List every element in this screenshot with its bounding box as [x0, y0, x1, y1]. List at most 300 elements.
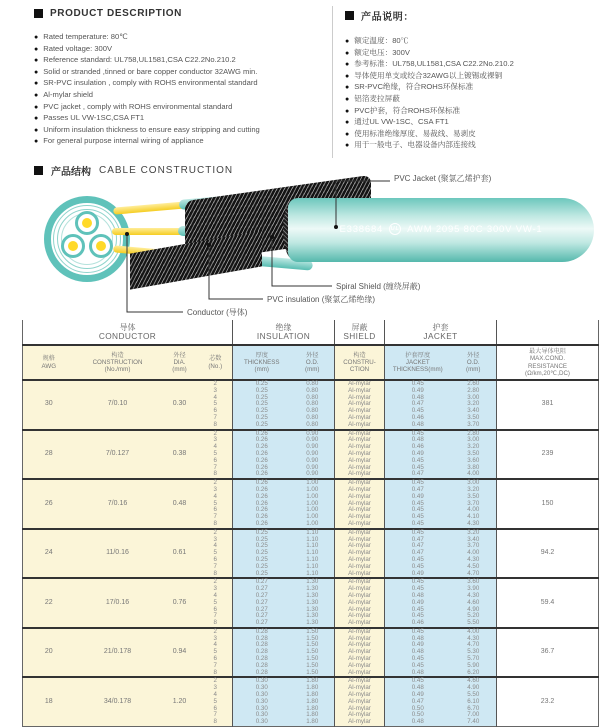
jacket-thickness-cell: 0.45	[385, 507, 451, 514]
product-description-title	[34, 8, 326, 19]
jacket-od-cell: 4.30	[451, 557, 497, 564]
cores-cell: 8	[199, 670, 233, 678]
ins-od-cell: 0.90	[291, 465, 335, 472]
jacket-od-cell: 4.70	[451, 642, 497, 649]
column-header-line: O.D.	[305, 358, 319, 366]
ins-thickness-cell: 0.30	[233, 692, 291, 699]
ins-od-cell: 1.80	[291, 685, 335, 692]
jacket-od-cell: 3.00	[451, 395, 497, 402]
ins-thickness-cell: 0.25	[233, 415, 291, 422]
ins-od-cell: 1.30	[291, 607, 335, 614]
ins-od-cell: 0.80	[291, 395, 335, 402]
column-header-line: CONSTRU-	[343, 358, 376, 366]
core-wire	[61, 234, 85, 258]
jacket-thickness-cell: 0.45	[385, 564, 451, 571]
ins-thickness-cell: 0.25	[233, 395, 291, 402]
jacket-thickness-cell: 0.48	[385, 437, 451, 444]
shield-construction-cell: Al-mylar	[335, 494, 385, 501]
ins-thickness-cell: 0.25	[233, 401, 291, 408]
spec-item: ● SR-PVC insulation , comply with ROHS environmental standard	[34, 78, 326, 90]
jacket-od-cell: 3.20	[451, 529, 497, 537]
ins-thickness-cell: 0.28	[233, 642, 291, 649]
column-header-line: 外径	[173, 351, 186, 359]
ins-od-cell: 1.10	[291, 571, 335, 579]
ins-thickness-cell: 0.26	[233, 451, 291, 458]
ins-thickness-cell: 0.27	[233, 578, 291, 586]
shield-construction-cell: Al-mylar	[335, 514, 385, 521]
group-header-cn: 导体	[119, 322, 136, 332]
spec-item: ● 额定温度：80℃	[345, 36, 597, 48]
cores-cell: 7	[199, 613, 233, 620]
column-header-cell	[199, 345, 233, 380]
shield-construction-cell: Al-mylar	[335, 607, 385, 614]
ins-od-cell: 1.10	[291, 537, 335, 544]
ins-od-cell: 0.80	[291, 380, 335, 388]
spec-item: ● 参考标准：UL758,UL1581,CSA C22.2No.210.2	[345, 59, 597, 71]
construction-cell: 17/0.16	[75, 578, 161, 628]
jacket-thickness-cell: 0.45	[385, 514, 451, 521]
jacket-thickness-cell: 0.50	[385, 712, 451, 719]
cores-cell: 7	[199, 712, 233, 719]
cores-cell: 5	[199, 451, 233, 458]
jacket-od-cell: 3.50	[451, 494, 497, 501]
ins-od-cell: 1.10	[291, 564, 335, 571]
cores-cell: 6	[199, 458, 233, 465]
column-header-line: (mm)	[305, 366, 320, 374]
shield-construction-cell: Al-mylar	[335, 712, 385, 719]
cores-cell: 4	[199, 395, 233, 402]
column-header-cell	[291, 345, 335, 380]
group-header-cell	[497, 320, 599, 345]
dia-cell: 0.30	[161, 380, 199, 430]
shield-construction-cell: Al-mylar	[335, 550, 385, 557]
shield-construction-cell: Al-mylar	[335, 663, 385, 670]
ins-od-cell: 1.50	[291, 649, 335, 656]
spec-item: ● PVC jacket , comply with ROHS environmental standard	[34, 102, 326, 114]
shield-construction-cell: Al-mylar	[335, 479, 385, 487]
shield-construction-cell: Al-mylar	[335, 571, 385, 579]
spec-item: ● Uniform insulation thickness to ensure easy stripping and cutting	[34, 125, 326, 137]
jacket-od-cell: 3.20	[451, 444, 497, 451]
spec-item: ● 通过UL VW-1SC、CSA FT1	[345, 117, 597, 129]
jacket-od-cell: 7.00	[451, 712, 497, 719]
shield-construction-cell: Al-mylar	[335, 600, 385, 607]
jacket-spec-text: AWM 2095 80C 300V VW-1	[407, 223, 543, 235]
jacket-od-cell: 5.50	[451, 620, 497, 628]
ins-thickness-cell: 0.28	[233, 649, 291, 656]
header-sub-row	[23, 345, 599, 380]
shield-construction-cell: Al-mylar	[335, 685, 385, 692]
ins-od-cell: 1.50	[291, 663, 335, 670]
core-wire	[89, 234, 113, 258]
shield-construction-cell: Al-mylar	[335, 437, 385, 444]
column-header-line: THICKNESS(mm)	[392, 366, 443, 374]
ins-thickness-cell: 0.28	[233, 663, 291, 670]
ins-thickness-cell: 0.30	[233, 699, 291, 706]
construction-cell: 7/0.10	[75, 380, 161, 430]
spec-item: ● Reference standard: UL758,UL1581,CSA C22.2No.210.2	[34, 55, 326, 67]
ins-thickness-cell: 0.25	[233, 537, 291, 544]
jacket-thickness-cell: 0.45	[385, 501, 451, 508]
jacket-od-cell: 4.30	[451, 593, 497, 600]
shield-construction-cell: Al-mylar	[335, 557, 385, 564]
jacket-thickness-cell: 0.46	[385, 620, 451, 628]
shield-construction-cell: Al-mylar	[335, 458, 385, 465]
cores-cell: 5	[199, 550, 233, 557]
jacket-thickness-cell: 0.45	[385, 663, 451, 670]
jacket-od-cell: 3.40	[451, 408, 497, 415]
group-header-cell	[23, 320, 233, 345]
jacket-thickness-cell: 0.48	[385, 636, 451, 643]
jacket-od-cell: 4.30	[451, 521, 497, 529]
jacket-thickness-cell: 0.45	[385, 380, 451, 388]
ins-od-cell: 1.10	[291, 543, 335, 550]
cores-cell: 2	[199, 677, 233, 685]
jacket-thickness-cell: 0.48	[385, 422, 451, 430]
cores-cell: 4	[199, 444, 233, 451]
dia-cell: 0.94	[161, 628, 199, 678]
group-header-cell	[385, 320, 497, 345]
ins-thickness-cell: 0.28	[233, 636, 291, 643]
jacket-od-cell: 4.30	[451, 636, 497, 643]
shield-construction-cell: Al-mylar	[335, 408, 385, 415]
awg-cell: 28	[23, 430, 75, 480]
jacket-od-cell: 3.60	[451, 458, 497, 465]
column-header-line: (No./mm)	[104, 366, 131, 374]
jacket-thickness-cell: 0.49	[385, 451, 451, 458]
jacket-thickness-cell: 0.45	[385, 607, 451, 614]
jacket-od-cell: 4.00	[451, 507, 497, 514]
ins-od-cell: 1.00	[291, 514, 335, 521]
cores-cell: 8	[199, 571, 233, 579]
jacket-cert-number: E338684	[339, 223, 384, 235]
resistance-cell: 150	[497, 479, 599, 529]
shield-construction-cell: Al-mylar	[335, 415, 385, 422]
column-header-line: THICKNESS	[244, 358, 280, 366]
column-header-cell	[75, 345, 161, 380]
construction-title-cn: 产品结构	[51, 167, 91, 178]
ins-thickness-cell: 0.25	[233, 564, 291, 571]
jacket-thickness-cell: 0.48	[385, 649, 451, 656]
conductor	[112, 228, 184, 235]
jacket-od-cell: 3.20	[451, 401, 497, 408]
ins-thickness-cell: 0.26	[233, 521, 291, 529]
cores-cell: 6	[199, 656, 233, 663]
pvc-jacket	[288, 198, 594, 262]
group-header-cell	[233, 320, 335, 345]
resistance-cell: 36.7	[497, 628, 599, 678]
cores-cell: 6	[199, 557, 233, 564]
column-header-cell	[497, 345, 599, 380]
column-header-line: MAX.COND.	[529, 355, 566, 363]
jacket-thickness-cell: 0.45	[385, 656, 451, 663]
shield-construction-cell: Al-mylar	[335, 578, 385, 586]
column-header-cell	[385, 345, 451, 380]
ins-thickness-cell: 0.30	[233, 719, 291, 726]
cores-cell: 7	[199, 465, 233, 472]
jacket-thickness-cell: 0.50	[385, 706, 451, 713]
shield-construction-cell: Al-mylar	[335, 628, 385, 636]
shield-construction-cell: Al-mylar	[335, 564, 385, 571]
dia-cell: 0.76	[161, 578, 199, 628]
spec-item: ● Passes UL VW-1SC,CSA FT1	[34, 113, 326, 125]
cores-cell: 3	[199, 586, 233, 593]
shield-construction-cell: Al-mylar	[335, 430, 385, 438]
column-header-line: (mm)	[466, 366, 481, 374]
shield-construction-cell: Al-mylar	[335, 620, 385, 628]
jacket-thickness-cell: 0.46	[385, 415, 451, 422]
jacket-od-cell: 6.70	[451, 706, 497, 713]
ins-od-cell: 1.80	[291, 699, 335, 706]
shield-construction-cell: Al-mylar	[335, 670, 385, 678]
jacket-thickness-cell: 0.45	[385, 479, 451, 487]
cores-cell: 7	[199, 415, 233, 422]
ins-thickness-cell: 0.25	[233, 571, 291, 579]
section-marker-icon	[34, 166, 43, 175]
ins-thickness-cell: 0.28	[233, 670, 291, 678]
group-header-en: SHIELD	[343, 330, 376, 341]
awg-cell: 20	[23, 628, 75, 678]
ins-od-cell: 1.00	[291, 507, 335, 514]
ins-thickness-cell: 0.26	[233, 437, 291, 444]
shield-construction-cell: Al-mylar	[335, 706, 385, 713]
column-header-line: JACKET	[405, 358, 430, 366]
ins-thickness-cell: 0.30	[233, 677, 291, 685]
cores-cell: 8	[199, 719, 233, 726]
awg-cell: 18	[23, 677, 75, 726]
jacket-od-cell: 4.00	[451, 471, 497, 479]
cores-cell: 2	[199, 628, 233, 636]
ul-logo-icon: UL	[389, 223, 401, 235]
cores-cell: 3	[199, 487, 233, 494]
dia-cell: 0.48	[161, 479, 199, 529]
ins-od-cell: 1.00	[291, 479, 335, 487]
jacket-od-cell: 7.40	[451, 719, 497, 726]
ins-thickness-cell: 0.27	[233, 607, 291, 614]
product-description-list	[34, 32, 326, 148]
jacket-thickness-cell: 0.45	[385, 586, 451, 593]
ins-thickness-cell: 0.27	[233, 613, 291, 620]
ins-od-cell: 0.80	[291, 415, 335, 422]
ins-thickness-cell: 0.28	[233, 656, 291, 663]
ins-od-cell: 1.00	[291, 494, 335, 501]
group-header-cell	[335, 320, 385, 345]
cores-cell: 5	[199, 649, 233, 656]
jacket-thickness-cell: 0.47	[385, 537, 451, 544]
jacket-thickness-cell: 0.48	[385, 670, 451, 678]
cores-cell: 3	[199, 537, 233, 544]
ins-od-cell: 1.30	[291, 593, 335, 600]
jacket-od-cell: 3.80	[451, 465, 497, 472]
ins-od-cell: 1.50	[291, 628, 335, 636]
jacket-thickness-cell: 0.48	[385, 395, 451, 402]
jacket-thickness-cell: 0.47	[385, 471, 451, 479]
product-notes-title-text: 产品说明：	[361, 12, 414, 23]
jacket-thickness-cell: 0.45	[385, 628, 451, 636]
jacket-od-cell: 2.80	[451, 388, 497, 395]
ins-od-cell: 1.00	[291, 501, 335, 508]
spec-item: ● 用于一般电子、电器设备内部连接线	[345, 140, 597, 152]
ins-thickness-cell: 0.26	[233, 501, 291, 508]
product-notes-title	[345, 8, 597, 23]
jacket-od-cell: 3.70	[451, 501, 497, 508]
jacket-od-cell: 6.10	[451, 699, 497, 706]
jacket-od-cell: 6.20	[451, 670, 497, 678]
jacket-od-cell: 3.00	[451, 479, 497, 487]
jacket-od-cell: 5.50	[451, 692, 497, 699]
awg-cell: 22	[23, 578, 75, 628]
jacket-od-cell: 3.00	[451, 437, 497, 444]
resistance-cell: 59.4	[497, 578, 599, 628]
jacket-od-cell: 5.90	[451, 663, 497, 670]
spec-table-header	[23, 320, 599, 380]
cores-cell: 8	[199, 471, 233, 479]
pvc-insulation-label: PVC insulation (聚氯乙烯绝缘)	[267, 295, 376, 304]
ins-od-cell: 1.10	[291, 529, 335, 537]
ins-od-cell: 1.00	[291, 487, 335, 494]
column-header-cell	[451, 345, 497, 380]
resistance-cell: 94.2	[497, 529, 599, 579]
spec-item: ● Solid or stranded ,tinned or bare copper conductor 32AWG min.	[34, 67, 326, 79]
spec-item: ● 导体使用单支或绞合32AWG以上镀锡或裸铜	[345, 71, 597, 83]
ins-thickness-cell: 0.26	[233, 430, 291, 438]
cores-cell: 4	[199, 642, 233, 649]
ins-od-cell: 0.80	[291, 408, 335, 415]
ins-od-cell: 1.80	[291, 677, 335, 685]
shield-construction-cell: Al-mylar	[335, 388, 385, 395]
jacket-thickness-cell: 0.49	[385, 600, 451, 607]
shield-construction-cell: Al-mylar	[335, 656, 385, 663]
cores-cell: 8	[199, 422, 233, 430]
column-header-line: 护套厚度	[405, 351, 431, 359]
cores-cell: 3	[199, 388, 233, 395]
shield-construction-cell: Al-mylar	[335, 636, 385, 643]
jacket-od-cell: 2.60	[451, 380, 497, 388]
jacket-od-cell: 4.00	[451, 550, 497, 557]
jacket-thickness-cell: 0.47	[385, 699, 451, 706]
cores-cell: 3	[199, 437, 233, 444]
jacket-od-cell: 4.70	[451, 571, 497, 579]
section-divider	[332, 6, 333, 158]
ins-thickness-cell: 0.25	[233, 543, 291, 550]
column-header-line: DIA.	[173, 358, 186, 366]
cores-cell: 4	[199, 593, 233, 600]
cores-cell: 3	[199, 685, 233, 692]
spec-item: ● SR-PVC绝缘，符合ROHS环保标准	[345, 82, 597, 94]
jacket-od-cell: 5.30	[451, 649, 497, 656]
jacket-od-cell: 4.00	[451, 628, 497, 636]
ins-od-cell: 1.00	[291, 521, 335, 529]
spec-item: ● 铝箔麦拉屏蔽	[345, 94, 597, 106]
column-header-line: (mm)	[172, 366, 187, 374]
column-header-cell	[23, 345, 75, 380]
column-header-line: 芯数	[209, 355, 222, 363]
ins-thickness-cell: 0.30	[233, 712, 291, 719]
shield-construction-cell: Al-mylar	[335, 537, 385, 544]
cores-cell: 5	[199, 501, 233, 508]
ins-thickness-cell: 0.26	[233, 494, 291, 501]
spec-item: ● 额定电压：300V	[345, 48, 597, 60]
product-description-title-text: PRODUCT DESCRIPTION	[50, 8, 182, 19]
jacket-thickness-cell: 0.46	[385, 444, 451, 451]
shield-construction-cell: Al-mylar	[335, 613, 385, 620]
spec-item: ● Rated temperature: 80℃	[34, 32, 326, 44]
ins-thickness-cell: 0.26	[233, 458, 291, 465]
ins-od-cell: 1.30	[291, 613, 335, 620]
shield-construction-cell: Al-mylar	[335, 507, 385, 514]
shield-construction-cell: Al-mylar	[335, 422, 385, 430]
ins-od-cell: 0.80	[291, 388, 335, 395]
ins-od-cell: 0.90	[291, 471, 335, 479]
ins-od-cell: 1.30	[291, 600, 335, 607]
ins-thickness-cell: 0.25	[233, 557, 291, 564]
column-header-line: 外径	[306, 351, 319, 359]
product-notes-section	[345, 8, 597, 152]
conductor-label: Conductor (导体)	[187, 308, 248, 317]
conductor	[113, 201, 185, 214]
ins-thickness-cell: 0.26	[233, 507, 291, 514]
jacket-od-cell: 4.10	[451, 514, 497, 521]
resistance-cell: 23.2	[497, 677, 599, 726]
cores-cell: 6	[199, 706, 233, 713]
shield-construction-cell: Al-mylar	[335, 380, 385, 388]
core-wire	[75, 211, 99, 235]
ins-od-cell: 1.50	[291, 670, 335, 678]
ins-thickness-cell: 0.30	[233, 685, 291, 692]
cores-cell: 6	[199, 507, 233, 514]
ins-od-cell: 1.50	[291, 642, 335, 649]
jacket-od-cell: 2.80	[451, 430, 497, 438]
shield-construction-cell: Al-mylar	[335, 543, 385, 550]
column-header-line: (mm)	[254, 366, 269, 374]
ins-thickness-cell: 0.26	[233, 479, 291, 487]
jacket-od-cell: 4.60	[451, 677, 497, 685]
column-header-cell	[335, 345, 385, 380]
shield-construction-cell: Al-mylar	[335, 395, 385, 402]
shield-construction-cell: Al-mylar	[335, 501, 385, 508]
jacket-thickness-cell: 0.45	[385, 408, 451, 415]
column-header-line: AWG	[41, 362, 57, 370]
ins-thickness-cell: 0.25	[233, 388, 291, 395]
jacket-od-cell: 4.50	[451, 564, 497, 571]
column-header-line: O.D.	[466, 358, 480, 366]
column-header-line: RESISTANCE	[527, 362, 568, 370]
column-header-line: (Ω/km,20℃,DC)	[525, 369, 570, 377]
shield-construction-cell: Al-mylar	[335, 677, 385, 685]
shield-construction-cell: Al-mylar	[335, 465, 385, 472]
jacket-od-cell: 3.90	[451, 586, 497, 593]
cores-cell: 2	[199, 479, 233, 487]
cores-cell: 7	[199, 564, 233, 571]
jacket-od-cell: 3.60	[451, 578, 497, 586]
column-header-line: 厚度	[255, 351, 268, 359]
jacket-thickness-cell: 0.48	[385, 593, 451, 600]
ins-od-cell: 1.10	[291, 557, 335, 564]
cores-cell: 5	[199, 401, 233, 408]
shield-construction-cell: Al-mylar	[335, 692, 385, 699]
shield-construction-cell: Al-mylar	[335, 719, 385, 726]
ins-od-cell: 0.80	[291, 422, 335, 430]
cores-cell: 6	[199, 607, 233, 614]
shield-construction-cell: Al-mylar	[335, 521, 385, 529]
ins-thickness-cell: 0.27	[233, 600, 291, 607]
ins-thickness-cell: 0.26	[233, 487, 291, 494]
ins-od-cell: 0.80	[291, 401, 335, 408]
jacket-thickness-cell: 0.49	[385, 388, 451, 395]
jacket-od-cell: 3.50	[451, 451, 497, 458]
spec-item: ● PVC护套，符合ROHS环保标准	[345, 106, 597, 118]
ins-thickness-cell: 0.26	[233, 471, 291, 479]
